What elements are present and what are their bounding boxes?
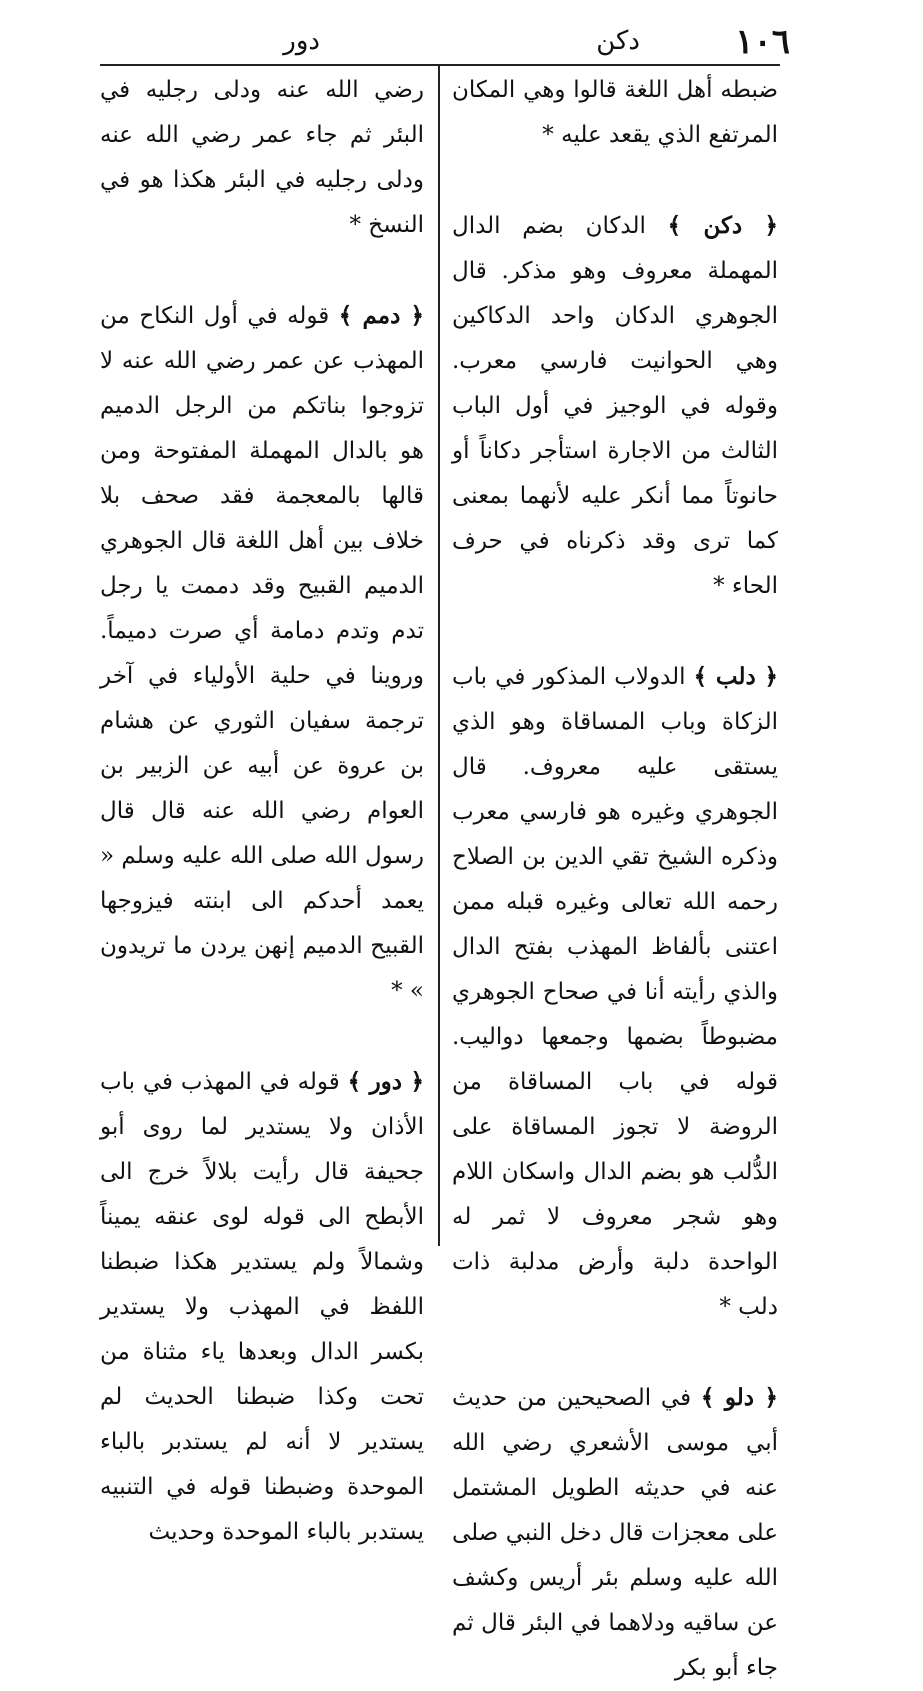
page-number: ١٠٦ <box>735 22 790 62</box>
entry-continuation: ضبطه أهل اللغة قالوا وهي المكان المرتفع الذي يقعد عليه * <box>452 77 778 148</box>
entry-continuation: رضي الله عنه ودلى رجليه في البئر ثم جاء عمر رضي الله عنه ودلى رجليه في البئر هكذا هو في النسخ * <box>100 77 424 238</box>
entry-dakn <box>452 203 778 609</box>
entry-dalw <box>452 1375 778 1691</box>
running-head-left: دور <box>283 26 320 56</box>
entry-headword: ﴿ دكن ﴾ <box>667 212 778 239</box>
entry-dawr <box>100 1059 424 1555</box>
entry-text: الدولاب المذكور في باب الزكاة وباب المساقاة وهو الذي يستقى عليه معروف. قال الجوهري وغيره هو فارسي معرب وذكره الشيخ تقي الدين بن الصلاح رحمه الله تعالى وغيره قبله ممن اعتنى بألفاظ المهذب بفتح الدال والذي رأيته أنا في صحاح الجوهري مضبوطاً بضمها وجمعها دواليب. قوله في باب المساقاة من الروضة لا تجوز المساقاة على الدُّلب هو بضم الدال واسكان اللام وهو شجر معروف لا ثمر له الواحدة دلبة وأرض مدلبة ذات دلب * <box>452 664 778 1320</box>
column-divider <box>438 66 440 1246</box>
entry-headword: ﴿ دور ﴾ <box>347 1068 424 1095</box>
header-rule <box>100 64 780 66</box>
entry-headword: ﴿ دمم ﴾ <box>338 302 424 329</box>
entry-text: الدكان بضم الدال المهملة معروف وهو مذكر. قال الجوهري الدكان واحد الدكاكين وهي الحوانيت فارسي معرب. وقوله في الوجيز في أول الباب الثالث من الاجارة استأجر دكاناً أو حانوتاً مما أنكر عليه لأنهما بمعنى كما ترى وقد ذكرناه في حرف الحاء * <box>452 213 778 599</box>
running-head-right: دكن <box>596 26 640 56</box>
entry-dalb <box>452 654 778 1330</box>
entry-text: قوله في المهذب في باب الأذان ولا يستدير لما روى أبو جحيفة قال رأيت بلالاً خرج الى الأبطح الى قوله لوى عنقه يميناً وشمالاً ولم يستدير هكذا ضبطنا اللفظ في المهذب ولا يستدير بكسر الدال وبعدها ياء مثناة من تحت وكذا ضبطنا الحديث لم يستدير لا أنه لم يستدبر بالباء الموحدة وضبطنا قوله في التنبيه يستدبر بالباء الموحدة وحديث <box>100 1069 424 1545</box>
left-column <box>100 68 424 1555</box>
entry-headword: ﴿ دلو ﴾ <box>700 1384 779 1411</box>
entry-headword: ﴿ دلب ﴾ <box>693 663 778 690</box>
entry-text: في الصحيحين من حديث أبي موسى الأشعري رضي الله عنه في حديثه الطويل المشتمل على معجزات قال دخل النبي صلى الله عليه وسلم بئر أريس وكشف عن ساقيه ودلاهما في البئر قال ثم جاء أبو بكر <box>452 1385 778 1681</box>
entry-text: قوله في أول النكاح من المهذب عن عمر رضي الله عنه لا تزوجوا بناتكم من الرجل الدميم هو بالدال المهملة المفتوحة ومن قالها بالمعجمة فقد صحف بلا خلاف بين أهل اللغة قال الجوهري الدميم القبيح وقد دممت يا رجل تدم وتدم دمامة أي صرت دميماً. وروينا في حلية الأولياء في آخر ترجمة سفيان الثوري عن هشام بن عروة عن أبيه عن الزبير بن العوام رضي الله عنه قال قال رسول الله صلى الله عليه وسلم « يعمد أحدكم الى ابنته فيزوجها القبيح الدميم إنهن يردن ما تريدون » * <box>100 303 424 1004</box>
page-header <box>90 18 790 64</box>
entry-damm <box>100 293 424 1014</box>
right-column <box>452 68 778 1691</box>
